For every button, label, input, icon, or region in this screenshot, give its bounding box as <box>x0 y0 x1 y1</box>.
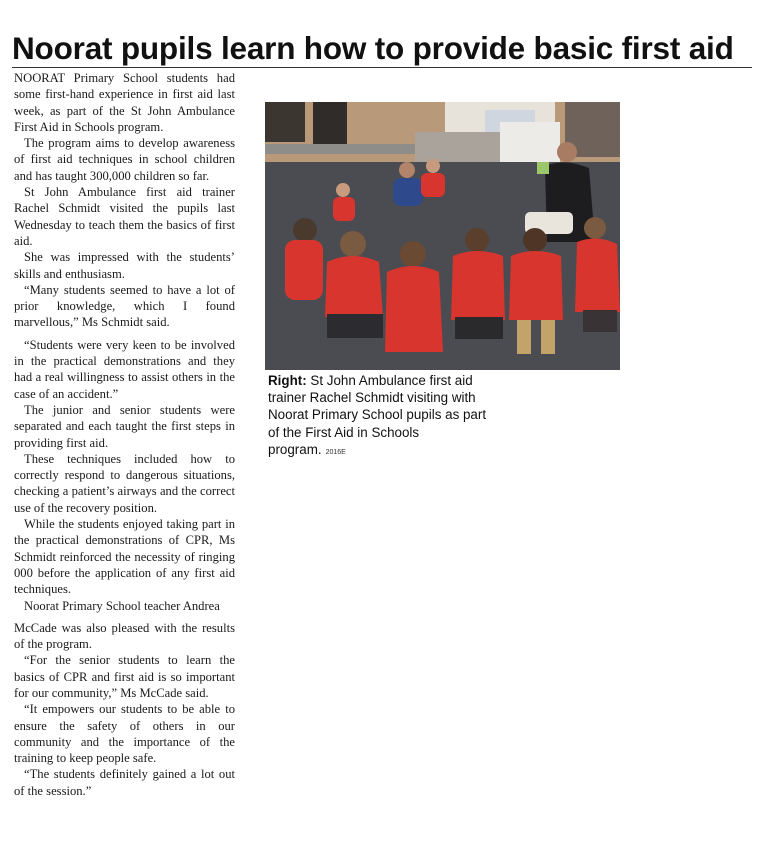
photo-caption <box>268 372 500 461</box>
article-paragraph: The junior and senior students were separated and each taught the first steps in providing first aid. <box>14 402 235 450</box>
article-body <box>14 70 235 799</box>
article-paragraph: “The students definitely gained a lot out of the session.” <box>14 767 235 798</box>
article-paragraph: St John Ambulance first aid trainer Rachel Schmidt visited the pupils last Wednesday to teach them the basics of first aid. <box>14 185 235 248</box>
article-paragraph: “It empowers our students to be able to ensure the safety of others in our community and the importance of the training to keep people safe. <box>14 702 235 766</box>
caption-text: St John Ambulance first aid trainer Rachel Schmidt visiting with Noorat Primary School pupils as part of the First Aid in Schools program. <box>268 373 487 457</box>
article-paragraph: McCade was also pleased with the results of the program. <box>14 620 235 652</box>
article-paragraph: She was impressed with the students’ skills and enthusiasm. <box>14 250 235 281</box>
article-paragraph: While the students enjoyed taking part in the practical demonstrations of CPR, Ms Schmidt reinforced the necessity of ringing 000 before the application of any first aid techniques. <box>14 517 235 597</box>
photo-code: 2016E <box>325 448 346 456</box>
article-paragraph: The program aims to develop awareness of first aid techniques in school children and has taught 300,000 children so far. <box>14 136 235 183</box>
article-headline: Noorat pupils learn how to provide basic first aid <box>12 30 734 66</box>
article-paragraph: NOORAT Primary School students had some first-hand experience in first aid last week, as part of the St John Ambulance First Aid in Schools program. <box>14 71 235 134</box>
article-paragraph: Noorat Primary School teacher Andrea <box>24 598 220 613</box>
article-photo <box>265 102 620 370</box>
article-paragraph: “Students were very keen to be involved in the practical demonstrations and they had a real willingness to assist others in the case of an accident.” <box>14 337 235 401</box>
article-paragraph: These techniques included how to correctly respond to dangerous situations, checking a patient’s airways and the correct use of the recovery position. <box>14 451 235 515</box>
article-paragraph: “Many students seemed to have a lot of prior knowledge, which I found marvellous,” Ms Schmidt said. <box>14 282 235 330</box>
headline-rule <box>12 67 752 68</box>
caption-label: Right: <box>268 373 307 388</box>
article-paragraph: “For the senior students to learn the basics of CPR and first aid is so important for our community,” Ms McCade said. <box>14 653 235 700</box>
